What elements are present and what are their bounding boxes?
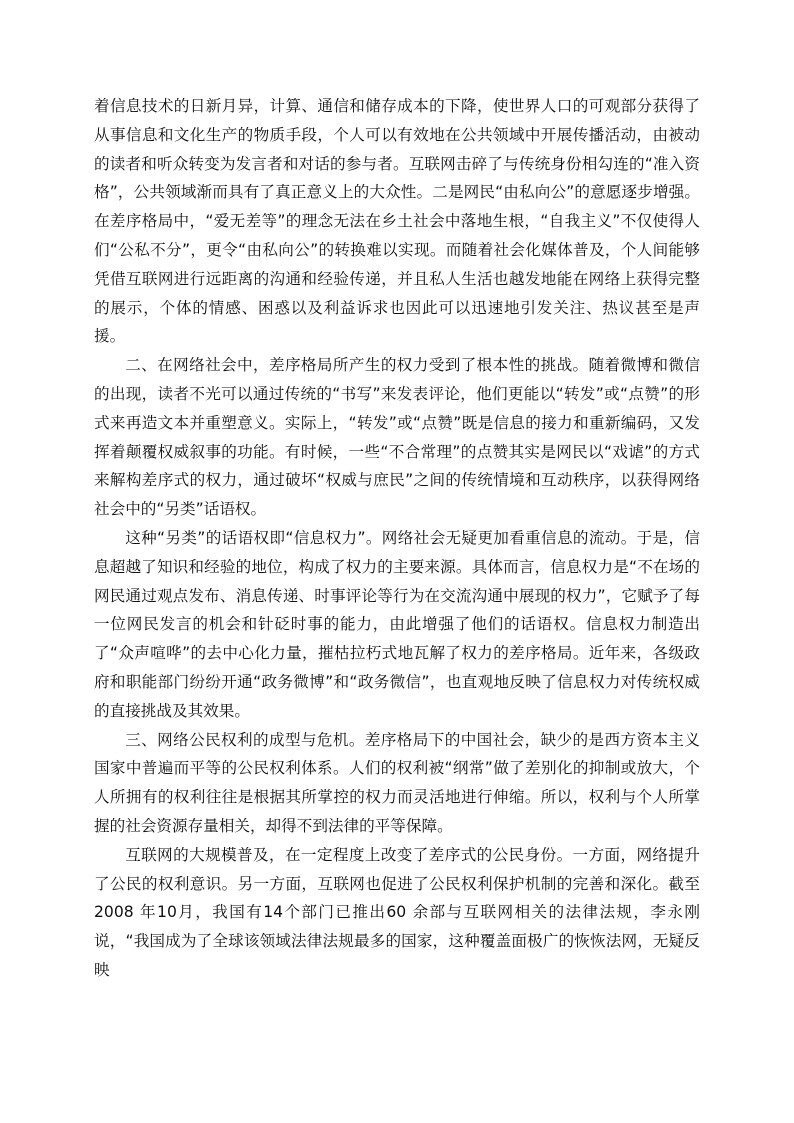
paragraph: 互联网的大规模普及，在一定程度上改变了差序式的公民身份。一方面，网络提升了公民的权利意识。另一方面，互联网也促进了公民权利保护机制的完善和深化。截至2008 年10月，我国有14个部门已推出60 余部与互联网相关的法律法规，李永刚说，“我国成为了全球该领域法律法规最多的国家，这种覆盖面极广的恢恢法网，无疑反映: [94, 845, 700, 979]
paragraph: 二、在网络社会中，差序格局所产生的权力受到了根本性的挑战。随着微博和微信的出现，读者不光可以通过传统的“书写”来发表评论，他们更能以“转发”或“点赞”的形式来再造文本并重塑意义。实际上，“转发”或“点赞”既是信息的接力和重新编码，又发挥着颠覆权威叙事的功能。有时候，一些“不合常理”的点赞其实是网民以“戏谑”的方式来解构差序式的权力，通过破坏“权威与庶民”之间的传统情境和互动秩序，以获得网络社会中的“另类”话语权。: [94, 356, 700, 519]
paragraph: 三、网络公民权利的成型与危机。差序格局下的中国社会，缺少的是西方资本主义国家中普遍而平等的公民权利体系。人们的权利被“纲常”做了差别化的抑制或放大，个人所拥有的权利往往是根据其所掌控的权力而灵活地进行伸缩。所以，权利与个人所掌握的社会资源存量相关，却得不到法律的平等保障。: [94, 730, 700, 835]
paragraph: 着信息技术的日新月异，计算、通信和储存成本的下降，使世界人口的可观部分获得了从事信息和文化生产的物质手段，个人可以有效地在公共领域中开展传播活动，由被动的读者和听众转变为发言者和对话的参与者。互联网击碎了与传统身份相勾连的“准入资格”，公共领域渐而具有了真正意义上的大众性。二是网民“由私向公”的意愿逐步增强。在差序格局中，“爱无差等”的理念无法在乡土社会中落地生根，“自我主义”不仅使得人们“公私不分”，更令“由私向公”的转换难以实现。而随着社会化媒体普及，个人间能够凭借互联网进行远距离的沟通和经验传递，并且私人生活也越发地能在网络上获得完整的展示，个体的情感、困惑以及利益诉求也因此可以迅速地引发关注、热议甚至是声援。: [94, 97, 700, 346]
document-body: [94, 92, 700, 985]
paragraph: 这种“另类”的话语权即“信息权力”。网络社会无疑更加看重信息的流动。于是，信息超越了知识和经验的地位，构成了权力的主要来源。具体而言，信息权力是“不在场的网民通过观点发布、消息传递、时事评论等行为在交流沟通中展现的权力”，它赋予了每一位网民发言的机会和针砭时事的能力，由此增强了他们的话语权。信息权力制造出了“众声喧哗”的去中心化力量，摧枯拉朽式地瓦解了权力的差序格局。近年来，各级政府和职能部门纷纷开通“政务微博”和“政务微信”，也直观地反映了信息权力对传统权威的直接挑战及其效果。: [94, 528, 700, 720]
